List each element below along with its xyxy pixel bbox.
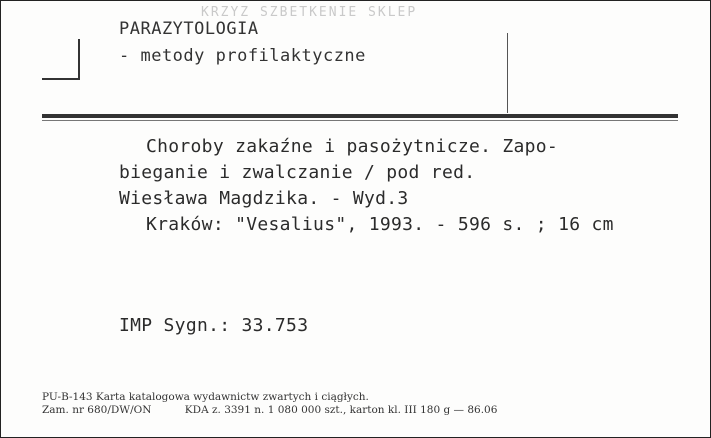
description-line-2: bieganie i zwalczanie / pod red. bbox=[119, 162, 476, 183]
heading-rule bbox=[42, 114, 678, 118]
description-line-4: Kraków: "Vesalius", 1993. - 596 s. ; 16 cm bbox=[146, 214, 614, 235]
description-line-1: Choroby zakaźne i pasożytnicze. Zapo- bbox=[146, 136, 559, 157]
corner-mark-horizontal bbox=[42, 78, 80, 80]
header-divider bbox=[507, 33, 508, 113]
footer-line-1: PU-B-143 Karta katalogowa wydawnictw zwartych i ciągłych. bbox=[42, 391, 369, 403]
faint-stamp-text: KRZYZ SZBETKENIE SKLEP bbox=[201, 5, 418, 20]
call-number: IMP Sygn.: 33.753 bbox=[119, 315, 309, 336]
description-line-3: Wiesława Magdzika. - Wyd.3 bbox=[119, 188, 409, 209]
heading-rule-thin bbox=[42, 120, 678, 121]
footer-line-2: Zam. nr 680/DW/ON KDA z. 3391 n. 1 080 000 szt., karton kl. III 180 g — 86.06 bbox=[42, 404, 498, 416]
corner-mark-vertical bbox=[78, 39, 80, 79]
subject-subheading: - metody profilaktyczne bbox=[119, 46, 366, 66]
subject-heading: PARAZYTOLOGIA bbox=[119, 19, 259, 39]
